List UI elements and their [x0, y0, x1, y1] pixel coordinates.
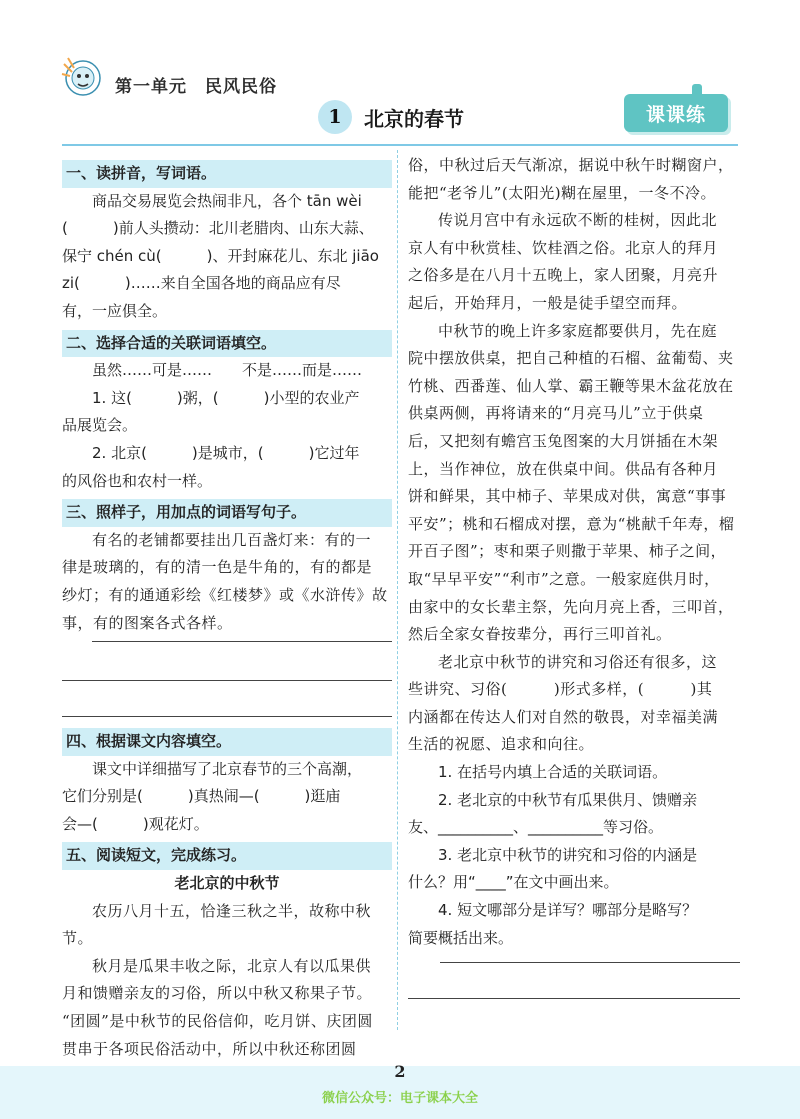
unit-title: 第一单元 民风民俗	[115, 77, 277, 97]
passage-title: 老北京的中秋节	[174, 873, 280, 892]
passage-line: 中秋节的晚上许多家庭都要供月，先在庭	[438, 321, 718, 340]
question-line: 1. 在括号内填上合适的关联词语。	[438, 763, 668, 782]
answer-line[interactable]	[92, 641, 392, 642]
text-line: 虽然……可是…… 不是……而是……	[92, 361, 363, 380]
passage-line: 贯串于各项民俗活动中，所以中秋还称团圆	[62, 1039, 357, 1058]
question-line: 简要概括出来。	[408, 928, 514, 947]
example-line: 纱灯；有的通通彩绘《红楼梦》或《水浒传》故	[62, 585, 388, 604]
left-column	[62, 160, 392, 637]
text-line: 的风俗也和农村一样。	[62, 471, 213, 490]
answer-line[interactable]	[62, 716, 392, 717]
passage-line: 内涵都在传达人们对自然的敬畏，对幸福美满	[408, 707, 719, 726]
left-column-lower	[62, 728, 392, 1091]
text-line: 会—( )观花灯。	[62, 814, 209, 833]
passage-line: 京人有中秋赏桂、饮桂酒之俗。北京人的拜月	[408, 238, 719, 257]
text-line: 它们分别是( )真热闹—( )逛庙	[62, 787, 341, 806]
right-column	[408, 152, 743, 952]
passage-line: 传说月宫中有永远砍不断的桂树，因此北	[438, 211, 718, 230]
answer-line[interactable]	[408, 998, 740, 999]
passage-line: 月和馈赠亲友的习俗，所以中秋又称果子节。	[62, 984, 373, 1003]
mascot-logo	[58, 52, 104, 102]
question-line: 4. 短文哪部分是详写？哪部分是略写？	[438, 901, 698, 920]
page-number: 2	[394, 1062, 406, 1081]
passage-line: 平安”；桃和石榴成对摆，意为“桃献千年寿，榴	[408, 514, 735, 533]
text-line: ( )前人头攒动：北川老腊肉、山东大蒜、	[62, 219, 374, 238]
question-line: 2. 老北京的中秋节有瓜果供月、馈赠亲	[438, 790, 698, 809]
passage-line: 后，又把刻有蟾宫玉兔图案的大月饼插在木架	[408, 431, 719, 450]
text-line: 1. 这( )粥，( )小型的农业产	[92, 388, 360, 407]
question-line: 3. 老北京中秋节的讲究和习俗的内涵是	[438, 845, 698, 864]
passage-line: 些讲究、习俗( )形式多样，( )其	[408, 680, 713, 699]
column-divider	[397, 150, 398, 1030]
passage-line: 竹桃、西番莲、仙人掌、霸王鞭等果木盆花放在	[408, 376, 734, 395]
passage-line: 起后，开始拜月，一般是徒手望空而拜。	[408, 293, 688, 312]
exercise-badge: 课课练	[624, 94, 728, 132]
example-line: 律是玻璃的，有的清一色是牛角的，有的都是	[62, 558, 373, 577]
lesson-number: 1	[318, 100, 352, 134]
passage-line: 然后全家女眷按辈分，再行三叩首礼。	[408, 625, 672, 644]
passage-line: 由家中的女长辈主祭，先向月亮上香，三叩首，	[408, 597, 734, 616]
passage-line: 俗，中秋过后天气渐凉，据说中秋午时糊窗户，	[408, 156, 734, 174]
passage-line: 院中摆放供桌，把自己种植的石榴、盆葡萄、夹	[408, 349, 734, 368]
text-line: 有，一应俱全。	[62, 301, 168, 320]
passage-line: 饼和鲜果，其中柿子、苹果成对供，寓意“事事	[408, 487, 727, 506]
passage-line: 生活的祝愿、追求和向往。	[408, 735, 595, 754]
text-line: 商品交易展览会热闹非凡，各个 tān wèi	[92, 191, 362, 210]
passage-line: 取“早早平安”“利市”之意。一般家庭供月时，	[408, 569, 720, 588]
passage-line: 能把“老爷儿”(太阳光)糊在屋里，一冬不冷。	[408, 183, 717, 202]
example-line: 事，有的图案各式各样。	[62, 613, 233, 632]
text-line: 课文中详细描写了北京春节的三个高潮，	[92, 759, 363, 778]
text-line: zi( )……来自全国各地的商品应有尽	[62, 274, 341, 293]
section-3-heading: 三、照样子，用加点的词语写句子。	[62, 499, 392, 527]
text-line: 2. 北京( )是城市，( )它过年	[92, 443, 360, 462]
watermark-text: 微信公众号：电子课本大全	[321, 1091, 478, 1106]
example-line: 有名的老铺都要挂出几百盏灯来：有的一	[92, 530, 372, 549]
passage-line: 老北京中秋节的讲究和习俗还有很多，这	[438, 652, 718, 671]
lesson-title: 北京的春节	[364, 106, 464, 131]
passage-line: 秋月是瓜果丰收之际，北京人有以瓜果供	[92, 956, 372, 975]
question-line: 友、__________、__________等习俗。	[408, 818, 664, 837]
passage-line: 供桌两侧，再将请来的“月亮马儿”立于供桌	[408, 404, 704, 423]
lesson-heading	[318, 100, 464, 134]
passage-line: 农历八月十五，恰逢三秋之半，故称中秋节。	[62, 901, 372, 948]
answer-line[interactable]	[62, 680, 392, 681]
section-2-heading: 二、选择合适的关联词语填空。	[62, 330, 392, 358]
passage-line: “团圆”是中秋节的民俗信仰，吃月饼、庆团圆	[62, 1011, 373, 1030]
passage-line: 之俗多是在八月十五晚上，家人团聚，月亮升	[408, 266, 719, 285]
text-line: 保宁 chén cù( )、开封麻花儿、东北 jiāo	[62, 246, 379, 265]
passage-line: 开百子图”；枣和栗子则撒于苹果、柿子之间，	[408, 542, 727, 561]
answer-line[interactable]	[440, 962, 740, 963]
section-5-heading: 五、阅读短文，完成练习。	[62, 842, 392, 870]
question-line: 什么？用“____”在文中画出来。	[408, 873, 619, 892]
header-divider	[62, 144, 738, 146]
text-line: 品展览会。	[62, 416, 138, 435]
section-4-heading: 四、根据课文内容填空。	[62, 728, 392, 756]
passage-line: 上，当作神位，放在供桌中间。供品有各种月	[408, 459, 719, 478]
section-1-heading: 一、读拼音，写词语。	[62, 160, 392, 188]
